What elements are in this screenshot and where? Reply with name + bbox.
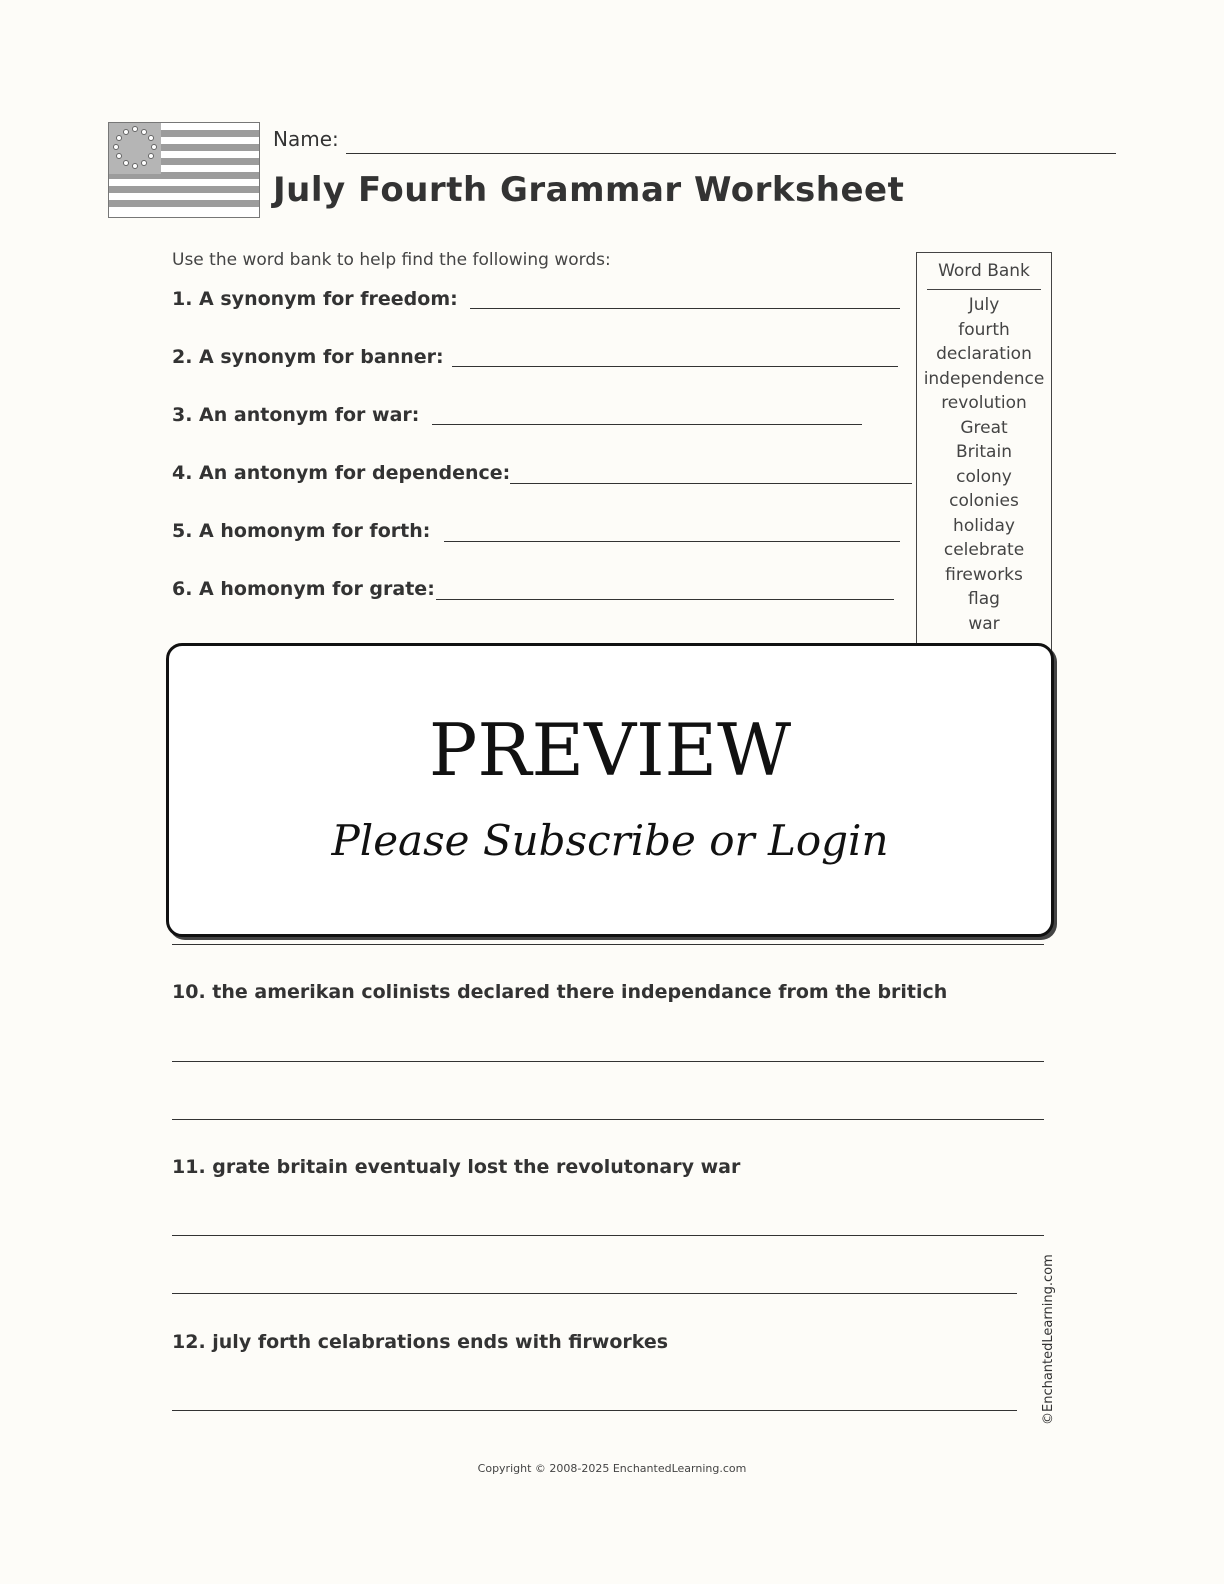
question-1: 1. A synonym for freedom: [172,288,458,310]
word-bank-title: Word Bank [938,261,1030,281]
question-12: 12. july forth celabrations ends with firworkes [172,1331,669,1353]
watermark: ©EnchantedLearning.com [1041,1254,1056,1425]
word-bank-item: declaration [936,344,1032,364]
word-bank-list [917,293,1051,636]
instructions: Use the word bank to help find the following words: [172,250,611,270]
flag-canton [109,123,161,174]
name-label: Name: [273,127,339,151]
word-bank-item: holiday [953,515,1015,536]
question-10: 10. the amerikan colinists declared there independance from the britich [172,981,948,1003]
question-2: 2. A synonym for banner: [172,346,444,368]
answer-line-4[interactable] [510,483,912,484]
answer-line-6[interactable] [436,599,894,600]
name-input-line[interactable] [346,153,1116,154]
answer-line-1[interactable] [470,308,900,309]
word-bank-item: colony [956,466,1012,487]
word-bank-item: fireworks [945,564,1023,585]
answer-line-10a[interactable] [172,1061,1044,1062]
question-5: 5. A homonym for forth: [172,520,431,542]
word-bank-item: Britain [956,442,1012,462]
word-bank-item: war [968,613,1000,634]
word-bank [916,252,1052,654]
question-3: 3. An antonym for war: [172,404,420,426]
question-4: 4. An antonym for dependence: [172,462,511,484]
flag-image [108,122,260,218]
answer-line-10b[interactable] [172,1119,1044,1120]
word-bank-item: flag [968,589,1000,609]
word-bank-item: independence [923,368,1045,389]
preview-overlay[interactable] [166,643,1054,937]
answer-line-2[interactable] [452,366,898,367]
word-bank-divider [927,289,1041,290]
preview-title: PREVIEW [428,708,792,792]
subscribe-login-link[interactable]: Please Subscribe or Login [331,816,889,865]
copyright: Copyright © 2008-2025 EnchantedLearning.com [477,1462,747,1475]
answer-line-9[interactable] [172,944,1044,945]
question-11: 11. grate britain eventualy lost the revolutonary war [172,1156,741,1178]
answer-line-12[interactable] [172,1410,1017,1411]
word-bank-item: celebrate [943,540,1025,560]
answer-line-5[interactable] [444,541,900,542]
answer-line-3[interactable] [432,424,862,425]
answer-line-11b[interactable] [172,1293,1017,1294]
word-bank-item: colonies [949,491,1019,511]
word-bank-item: Great [960,417,1008,438]
word-bank-item: fourth [958,319,1010,340]
question-6: 6. A homonym for grate: [172,578,435,600]
page-title: July Fourth Grammar Worksheet [273,170,905,210]
answer-line-11a[interactable] [172,1235,1044,1236]
word-bank-item: revolution [941,393,1027,413]
word-bank-item: July [968,295,1000,315]
